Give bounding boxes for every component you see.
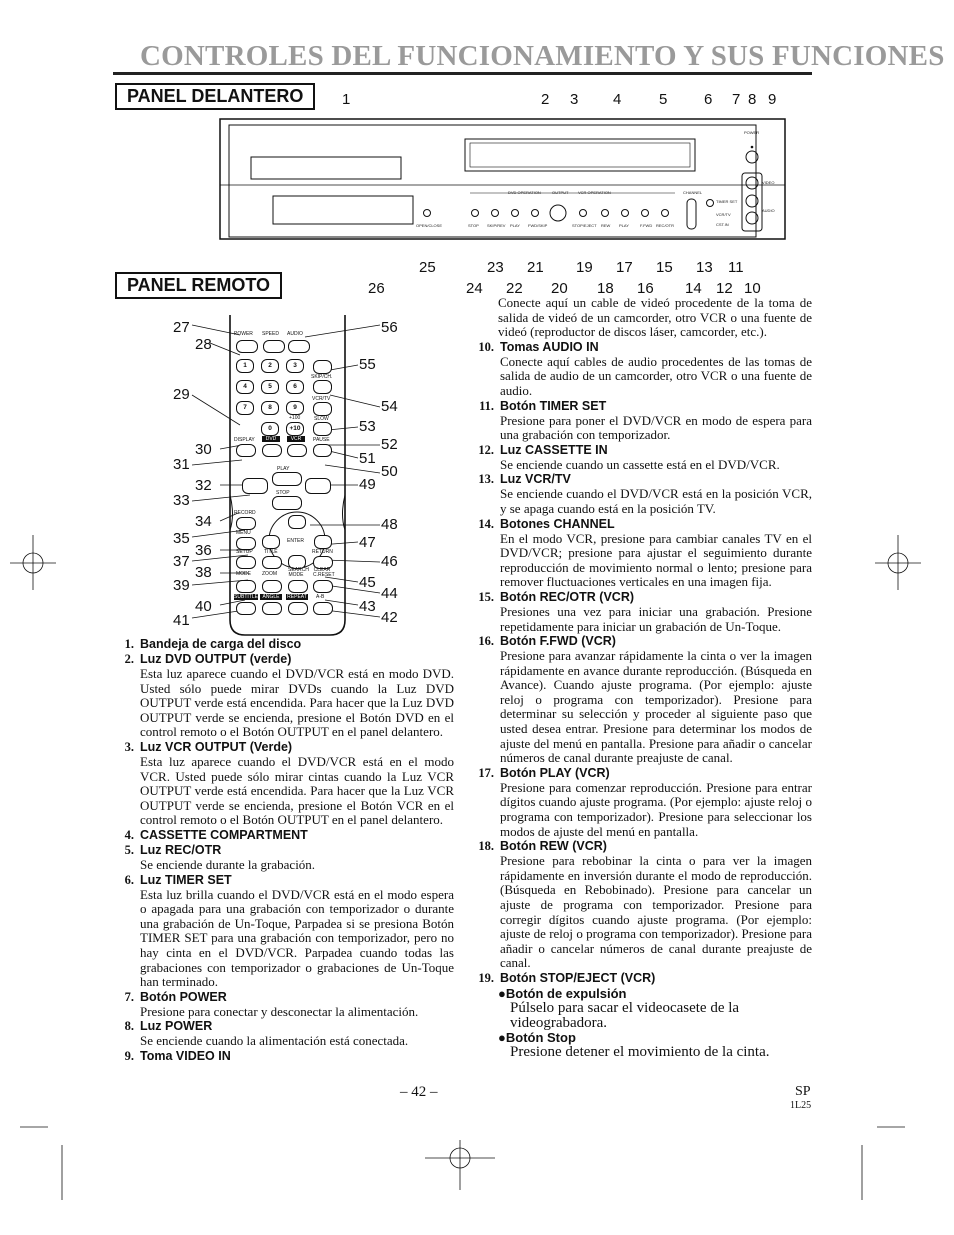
list-item bbox=[472, 517, 812, 590]
item-title: Luz DVD OUTPUT (verde) bbox=[140, 652, 292, 666]
title-rule bbox=[113, 72, 812, 75]
item-title: Botón PLAY (VCR) bbox=[500, 765, 610, 780]
item-body: Esta luz aparece cuando el DVD/VCR está en el modo VCR. Usted puede sólo mirar cintas cuando la Luz VCR OUTPUT verde está encendida. Para hacer que la Luz VCR OUTPUT verde se encienda, presione el Botón VCR en el control remoto o el Botón OUTPUT en el panel delantero. bbox=[140, 753, 454, 828]
callout-number: 9 bbox=[768, 91, 777, 108]
list-item bbox=[116, 652, 454, 740]
list-item bbox=[116, 1019, 454, 1049]
callout-number: 50 bbox=[381, 463, 398, 480]
item-title: Botón TIMER SET bbox=[500, 398, 607, 413]
front-panel-label: PANEL DELANTERO bbox=[115, 83, 315, 110]
record-button[interactable] bbox=[236, 517, 256, 530]
callout-number: 18 bbox=[597, 280, 614, 297]
remote-speed-button[interactable] bbox=[263, 340, 285, 353]
search-mode-label: SEARCH MODE bbox=[288, 567, 309, 578]
front-button-label: OPEN/CLOSE bbox=[416, 223, 443, 228]
item-title: Botón STOP/EJECT (VCR) bbox=[500, 970, 656, 985]
item-number: 7. bbox=[124, 989, 134, 1004]
callout-number: 33 bbox=[173, 492, 190, 509]
bullet-icon: ● bbox=[498, 1030, 506, 1046]
item-body: Esta luz brilla cuando el DVD/VCR está en el modo espera o apagada para una grabación con temporizador o durante una grabación de Un-Toque, Parpadea si se presiona Botón TIMER SET para una grabación con temporizador, pero no hay cinta en el DVD/VCR. Parpadea cuando todas las grabaciones con temporizador o grabaciones de Un-Toque han terminado. bbox=[140, 886, 454, 990]
callout-number: 47 bbox=[359, 534, 376, 551]
sub-item-body: Púlselo para sacar el videocasete de la videograbadora. bbox=[510, 999, 740, 1031]
skip-ch-label: SKIP/CH. bbox=[311, 374, 333, 380]
item-heading bbox=[116, 1019, 454, 1034]
setup-button[interactable] bbox=[236, 556, 256, 569]
dvd-label: DVD bbox=[262, 436, 280, 442]
play-label: PLAY bbox=[277, 466, 290, 472]
item-title: Toma VIDEO IN bbox=[140, 1048, 231, 1063]
subtitle-button[interactable] bbox=[236, 602, 256, 615]
item-heading bbox=[116, 637, 454, 652]
callout-number: 56 bbox=[381, 319, 398, 336]
skip-ch-down-button[interactable] bbox=[313, 380, 332, 394]
up-arrow-button[interactable] bbox=[288, 515, 306, 529]
item-number: 16. bbox=[478, 634, 494, 649]
item-title: Luz CASSETTE IN bbox=[500, 442, 608, 457]
sub-item-title: Botón Stop bbox=[505, 1030, 576, 1046]
item-heading bbox=[116, 828, 454, 843]
list-item bbox=[116, 873, 454, 990]
front-button-label: PLAY bbox=[510, 223, 520, 228]
item-body: Presione para rebobinar la cinta o para ver la imagen rápidamente en inversión durante el modo de reproducción.(Búsqueda en Rebobinado). Presione para cancelar un ajuste de programa con temporizador. Presione para corregir dígitos cuando ajuste programa. (Por ejemplo: ajuste de reloj o programa con temporizador). Presione para añadir o cancelar números de canal durante preajuste de canal. bbox=[500, 853, 812, 971]
front-button-label: FWD/SKIP bbox=[528, 223, 548, 228]
item-heading bbox=[116, 843, 454, 858]
item-body: Presione para conectar y desconectar la alimentación. bbox=[140, 1003, 419, 1019]
callout-number: 43 bbox=[359, 598, 376, 615]
item-number: 3. bbox=[124, 739, 134, 754]
item-title: Luz POWER bbox=[140, 1019, 213, 1034]
item-body: Conecte aquí cables de audio procedentes de las tomas de salida de audio de un camcorder, otro VCR o una fuente de audio. bbox=[500, 353, 812, 398]
item-heading bbox=[116, 1049, 454, 1064]
title-label: TITLE bbox=[264, 549, 278, 555]
list-item bbox=[472, 766, 812, 839]
item-number: 2. bbox=[124, 652, 134, 666]
callout-number: 13 bbox=[696, 259, 713, 276]
item-number: 5. bbox=[124, 842, 134, 857]
callout-number: 23 bbox=[487, 259, 504, 276]
page-number: – 42 – bbox=[400, 1084, 438, 1100]
item-number: 11. bbox=[479, 398, 494, 413]
callout-number: 12 bbox=[716, 280, 733, 297]
vcr-tv-button[interactable] bbox=[313, 402, 332, 416]
skip-ch-up-button[interactable] bbox=[313, 360, 332, 374]
callout-number: 30 bbox=[195, 441, 212, 458]
callout-number: 44 bbox=[381, 585, 398, 602]
ab-label: A-B bbox=[316, 594, 325, 600]
doc-code: 1L25 bbox=[790, 1100, 812, 1111]
callout-number: 41 bbox=[173, 612, 190, 629]
item-number: 1. bbox=[124, 637, 134, 651]
item-title: Botón F.FWD (VCR) bbox=[500, 634, 616, 649]
callout-number: 40 bbox=[195, 598, 212, 615]
item-number: 12. bbox=[478, 442, 494, 457]
callout-number: 17 bbox=[616, 259, 633, 276]
callout-number: 21 bbox=[527, 259, 544, 276]
zoom-button[interactable] bbox=[262, 580, 282, 593]
callout-number: 53 bbox=[359, 418, 376, 435]
item-title: Tomas AUDIO IN bbox=[500, 339, 599, 354]
list-item bbox=[472, 443, 812, 473]
callout-number: 4 bbox=[613, 91, 622, 108]
item-title: Botones CHANNEL bbox=[500, 516, 615, 531]
item-title: CASSETTE COMPARTMENT bbox=[140, 827, 308, 842]
item-title: Botón REC/OTR (VCR) bbox=[500, 589, 635, 604]
list-item bbox=[472, 472, 812, 516]
plus10-button[interactable]: +10 bbox=[286, 422, 304, 436]
callout-number: 2 bbox=[541, 91, 550, 108]
digit-4-button[interactable]: 4 bbox=[236, 380, 254, 394]
remote-audio-button[interactable] bbox=[288, 340, 310, 353]
item-body: Presione para comenzar reproducción. Presione para entrar dígitos cuando ajuste programa. (Por ejemplo: ajuste reloj o programa con temporizador). Presione para seleccionar los modos de ajuste del menú en pantalla. bbox=[500, 779, 812, 839]
callout-number: 15 bbox=[656, 259, 673, 276]
item-number: 18. bbox=[478, 839, 494, 854]
list-item bbox=[116, 1049, 454, 1064]
list-item bbox=[472, 340, 812, 399]
search-mode-button[interactable] bbox=[288, 580, 308, 593]
item-heading bbox=[472, 443, 812, 458]
list-item bbox=[116, 828, 454, 843]
zoom-label: ZOOM bbox=[262, 571, 277, 577]
digit-9-button[interactable]: 9 bbox=[286, 401, 304, 415]
display-label: DISPLAY bbox=[234, 437, 255, 443]
list-item bbox=[472, 839, 812, 971]
callout-number: 19 bbox=[576, 259, 593, 276]
list-item bbox=[472, 590, 812, 634]
callout-number: 20 bbox=[551, 280, 568, 297]
item-heading bbox=[472, 340, 812, 355]
timer-set-label: TIMER SET bbox=[716, 199, 738, 204]
audio-label: AUDIO bbox=[762, 208, 775, 213]
digit-1-button[interactable]: 1 bbox=[236, 359, 254, 373]
front-button-label: F.FWD bbox=[640, 223, 653, 228]
rew-button[interactable] bbox=[242, 478, 268, 494]
callout-number: 55 bbox=[359, 356, 376, 373]
item-heading bbox=[472, 517, 812, 532]
front-button-label: STOP bbox=[468, 223, 479, 228]
item-number: 15. bbox=[478, 589, 494, 604]
list-item bbox=[116, 740, 454, 828]
left-column bbox=[116, 637, 454, 1064]
callout-number: 1 bbox=[342, 91, 351, 108]
remote-panel-label: PANEL REMOTO bbox=[115, 272, 282, 299]
digit-0-button[interactable]: 0 bbox=[261, 422, 279, 436]
item-number: 13. bbox=[478, 472, 494, 487]
dvd-button[interactable] bbox=[262, 444, 282, 457]
callout-number: 22 bbox=[506, 280, 523, 297]
callout-number: 14 bbox=[685, 280, 702, 297]
list-item bbox=[116, 637, 454, 652]
channel-label: CHANNEL bbox=[683, 190, 703, 195]
list-item bbox=[472, 399, 812, 443]
stop-label: STOP bbox=[276, 490, 290, 496]
callout-number: 27 bbox=[173, 319, 190, 336]
front-button-label: REW bbox=[601, 223, 611, 228]
callout-number: 36 bbox=[195, 542, 212, 559]
power-label: POWER bbox=[744, 130, 760, 135]
item-title: Luz VCR OUTPUT (Verde) bbox=[140, 739, 293, 754]
slow-label: SLOW bbox=[314, 416, 329, 422]
item-title: Luz TIMER SET bbox=[140, 872, 232, 887]
item-body: Presione para poner el DVD/VCR en modo de espera para una grabación con temporizador. bbox=[500, 412, 812, 443]
item-number: 14. bbox=[478, 516, 494, 531]
vcr-label: VCR bbox=[287, 436, 305, 442]
item-heading bbox=[472, 590, 812, 605]
item-title: Botón POWER bbox=[140, 989, 227, 1004]
cst-in-label: CST.IN bbox=[716, 222, 729, 227]
callout-number: 7 bbox=[732, 91, 741, 108]
right-column bbox=[472, 296, 812, 1060]
dvd-operation-label: DVD OPERATION bbox=[508, 190, 541, 195]
callout-number: 32 bbox=[195, 477, 212, 494]
item-body: Se enciende durante la grabación. bbox=[140, 856, 316, 872]
item-number: 8. bbox=[124, 1019, 134, 1034]
item-title: Luz REC/OTR bbox=[140, 842, 222, 857]
item-heading bbox=[116, 652, 454, 667]
angle-button[interactable] bbox=[262, 602, 282, 615]
remote-power-button[interactable] bbox=[236, 340, 258, 353]
pause-label: PAUSE bbox=[313, 437, 330, 443]
callout-number: 28 bbox=[195, 336, 212, 353]
item-heading bbox=[116, 873, 454, 888]
lang-code: SP bbox=[795, 1084, 811, 1099]
callout-number: 25 bbox=[419, 259, 436, 276]
digit-7-button[interactable]: 7 bbox=[236, 401, 254, 415]
dvd-vcr-front-panel-diagram bbox=[215, 105, 795, 255]
page-title: CONTROLES DEL FUNCIONAMIENTO Y SUS FUNCIONES bbox=[140, 40, 945, 72]
enter-label: ENTER bbox=[287, 538, 304, 544]
callout-number: 39 bbox=[173, 577, 190, 594]
video-label: VIDEO bbox=[762, 180, 775, 185]
callout-number: 11 bbox=[728, 259, 744, 276]
callout-number: 16 bbox=[637, 280, 654, 297]
repeat-button[interactable] bbox=[288, 602, 308, 615]
ffwd-button[interactable] bbox=[305, 478, 331, 494]
callout-number: 29 bbox=[173, 386, 190, 403]
callout-number: 51 bbox=[359, 450, 376, 467]
sub-item-body: Presione detener el movimiento de la cinta. bbox=[510, 1044, 770, 1061]
clear-button[interactable] bbox=[313, 580, 333, 593]
digit-3-button[interactable]: 3 bbox=[286, 359, 304, 373]
output-label: OUTPUT bbox=[552, 190, 569, 195]
item-heading bbox=[472, 971, 812, 986]
item-number: 6. bbox=[124, 872, 134, 887]
digit-5-button[interactable]: 5 bbox=[261, 380, 279, 394]
remote-audio-label: AUDIO bbox=[287, 331, 303, 337]
item-body: En el modo VCR, presione para cambiar canales TV en el DVD/VCR; presione para ajustar el seguimiento durante reproducción de movimiento normal o lento; presione para remover fluctuaciones verticales en una imagen fija. bbox=[500, 530, 812, 590]
subtitle-label: SUBTITLE bbox=[234, 594, 258, 600]
item-heading bbox=[472, 472, 812, 487]
callout-number: 48 bbox=[381, 516, 398, 533]
callout-number: 42 bbox=[381, 609, 398, 626]
menu-label: MENU bbox=[236, 530, 251, 536]
title-button[interactable] bbox=[262, 556, 282, 569]
callout-number: 24 bbox=[466, 280, 483, 297]
front-button-label: PLAY bbox=[619, 223, 629, 228]
return-label: RETURN bbox=[312, 549, 333, 555]
bullet-icon: ● bbox=[498, 985, 506, 1001]
list-item bbox=[472, 971, 812, 986]
item-number: 17. bbox=[478, 765, 494, 780]
vcr-button[interactable] bbox=[287, 444, 307, 457]
callout-number: 49 bbox=[359, 476, 376, 493]
item-body: Esta luz aparece cuando el DVD/VCR está en modo DVD. Usted sólo puede mirar DVDs cuando la Luz DVD OUTPUT verde está encendida. Para hacer que la Luz DVD OUTPUT verde se encienda, presione el Botón DVD en el control remoto o el Botón OUTPUT en el panel delantero. bbox=[140, 666, 454, 740]
clear-label: CLEAR C.RESET bbox=[313, 567, 335, 578]
callout-number: 6 bbox=[704, 91, 713, 108]
left-arrow-button[interactable] bbox=[262, 535, 280, 549]
vcr-tv-remote-label: VCR/TV bbox=[312, 396, 331, 402]
mode-label: MODE bbox=[236, 571, 251, 577]
angle-label: ANGLE bbox=[260, 594, 282, 600]
callout-number: 38 bbox=[195, 564, 212, 581]
callout-number: 35 bbox=[173, 530, 190, 547]
callout-number: 46 bbox=[381, 553, 398, 570]
pause-button[interactable] bbox=[313, 444, 332, 457]
vcr-operation-label: VCR OPERATION bbox=[578, 190, 611, 195]
item-number: 4. bbox=[124, 827, 134, 842]
digit-8-button[interactable]: 8 bbox=[261, 401, 279, 415]
item-body: Se enciende cuando el DVD/VCR está en la posición VCR, y se apaga cuando está en la posición TV. bbox=[500, 486, 812, 516]
item-heading bbox=[472, 399, 812, 414]
item-heading bbox=[472, 839, 812, 854]
video-in-description: Conecte aquí un cable de videó procedente de la toma de salida de videó de un camcorder, otro VCR o una fuente de videó (reproductor de discos láser, camcorder, etc.). bbox=[498, 295, 812, 340]
callout-number: 8 bbox=[748, 91, 757, 108]
item-heading bbox=[472, 766, 812, 781]
item-body: Se enciende cuando un cassette está en el DVD/VCR. bbox=[500, 456, 780, 472]
item-number: 10. bbox=[478, 339, 494, 354]
list-item bbox=[116, 990, 454, 1020]
item-heading bbox=[116, 990, 454, 1005]
front-button-label: SKIP/REV bbox=[487, 223, 506, 228]
callout-number: 34 bbox=[195, 513, 212, 530]
callout-number: 5 bbox=[659, 91, 668, 108]
item-body: Presione para avanzar rápidamente la cinta o ver la imagen rápidamente en avance durante reproducción. (Búsqueda en Avance). Cuando ajuste programa. (Por ejemplo: ajuste reloj o programa con temporizador). Presione para determinar su selección y proceder al siguiente paso que usted desea entrar. Presione para determinar los modos de ajuste del menú en pantalla. Presione para añadir o cancelar números de canal durante preajuste de canal. bbox=[500, 648, 812, 766]
remote-power-label: POWER bbox=[234, 331, 253, 337]
item-number: 19. bbox=[478, 970, 494, 985]
digit-6-button[interactable]: 6 bbox=[286, 380, 304, 394]
callout-number: 26 bbox=[368, 280, 385, 297]
item-title: Botón REW (VCR) bbox=[500, 839, 607, 854]
callout-number: 3 bbox=[570, 91, 579, 108]
play-button[interactable] bbox=[272, 472, 302, 486]
right-arrow-button[interactable] bbox=[314, 535, 332, 549]
callout-number: 37 bbox=[173, 553, 190, 570]
display-button[interactable] bbox=[236, 444, 256, 457]
callout-number: 54 bbox=[381, 398, 398, 415]
digit-2-button[interactable]: 2 bbox=[261, 359, 279, 373]
mode-button[interactable] bbox=[236, 580, 256, 593]
callout-number: 45 bbox=[359, 574, 376, 591]
setup-label: SETUP bbox=[236, 549, 253, 555]
front-button-label: REC/OTR bbox=[656, 223, 674, 228]
item-heading bbox=[116, 740, 454, 755]
vcr-tv-label: VCR/TV bbox=[716, 212, 731, 217]
item-body: Presiones una vez para iniciar una grabación. Presione repetidamente para iniciar un grabación de Un-Toque. bbox=[500, 603, 812, 634]
item-title: Luz VCR/TV bbox=[500, 472, 571, 487]
record-label: RECORD bbox=[234, 510, 256, 516]
plus100-label: +100 bbox=[289, 415, 301, 421]
list-item bbox=[116, 843, 454, 873]
callout-number: 52 bbox=[381, 436, 398, 453]
stop-button[interactable] bbox=[272, 496, 302, 510]
callout-number: 10 bbox=[744, 280, 761, 297]
front-button-label: STOP/EJECT bbox=[572, 223, 597, 228]
ab-button[interactable] bbox=[313, 602, 333, 615]
item-body: Se enciende cuando la alimentación está conectada. bbox=[140, 1033, 409, 1049]
list-item bbox=[472, 634, 812, 766]
item-title: Bandeja de carga del disco bbox=[140, 637, 302, 651]
remote-speed-label: SPEED bbox=[262, 331, 279, 337]
sub-item-title: Botón de expulsión bbox=[505, 985, 627, 1001]
callout-number: 31 bbox=[173, 456, 190, 473]
repeat-label: REPEAT bbox=[287, 594, 307, 600]
slow-button[interactable] bbox=[313, 422, 332, 436]
item-number: 9. bbox=[124, 1048, 134, 1063]
item-heading bbox=[472, 634, 812, 649]
